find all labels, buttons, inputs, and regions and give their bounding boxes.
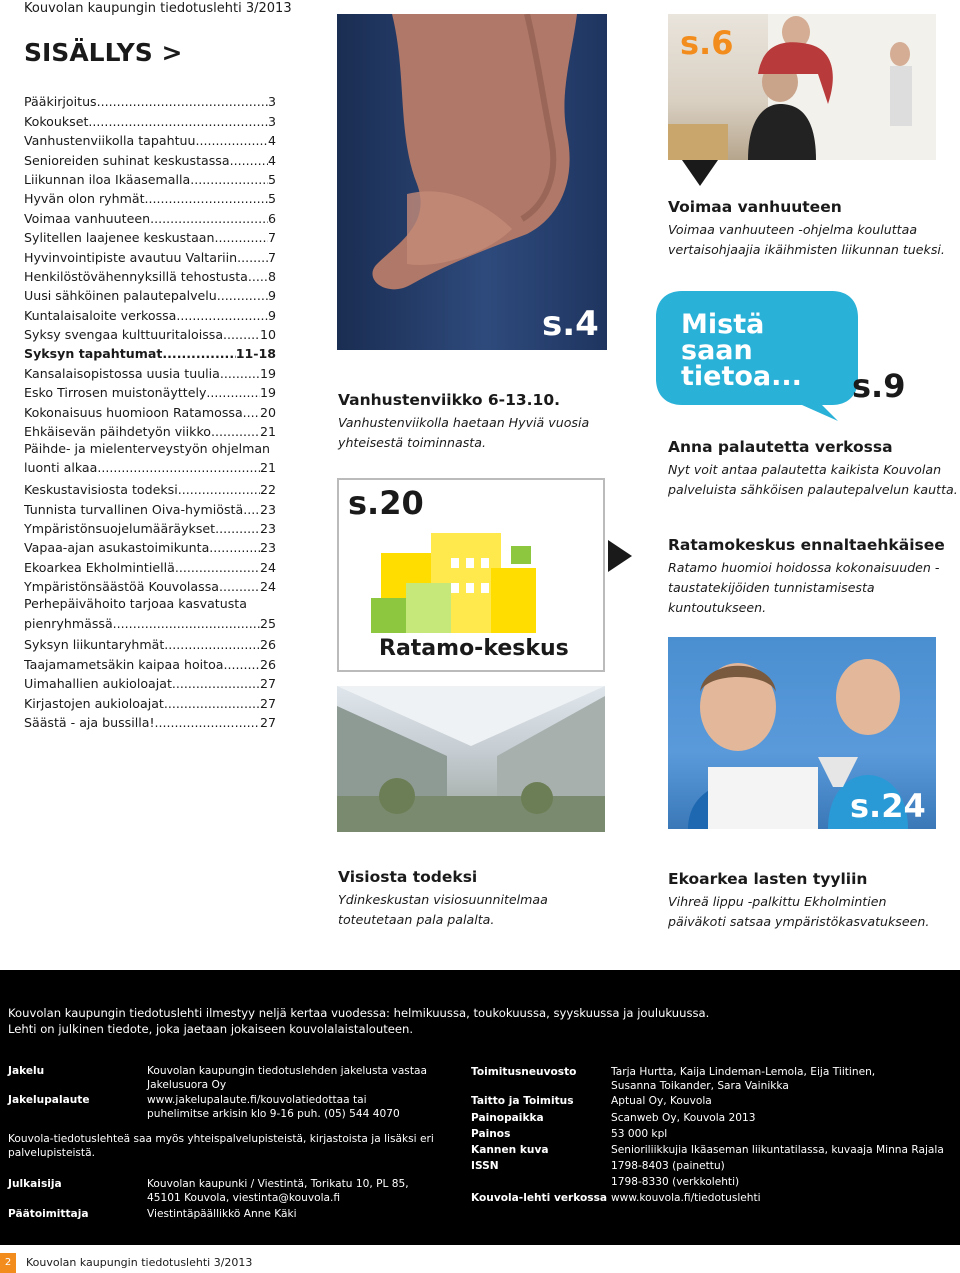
- hands-photo: [337, 14, 607, 350]
- toc-item[interactable]: Voimaa vanhuuteen ..... 6: [24, 206, 276, 225]
- footer-value: Tarja Hurtta, Kaija Lindeman-Lemola, Eija Tiitinen, Susanna Toikander, Sara Vainikka: [611, 1066, 876, 1092]
- footer-label: Jakelupalaute: [8, 1094, 90, 1106]
- footer-intro-2: Lehti on julkinen tiedote, joka jaetaan jokaiseen kouvolalaistalouteen.: [8, 1022, 414, 1036]
- senior-exercise-photo: [668, 14, 936, 160]
- page-ref-s20[interactable]: s.20: [348, 484, 424, 522]
- toc-item[interactable]: Perhepäivähoito tarjoaa kasvatusta pienryhmässä ..... 25: [24, 594, 276, 633]
- page-footer-text: Kouvolan kaupungin tiedotuslehti 3/2013: [26, 1256, 253, 1269]
- toc-item[interactable]: Kokonaisuus huomioon Ratamossa ..... 20: [24, 400, 276, 419]
- city-illustration: [337, 686, 605, 832]
- toc-item[interactable]: Vanhustenviikolla tapahtuu ..... 4: [24, 129, 276, 148]
- footer-value: 1798-8403 (painettu): [611, 1160, 725, 1172]
- footer-label: Toimitusneuvosto: [471, 1066, 577, 1078]
- toc-item[interactable]: Kansalaisopistossa uusia tuulia ..... 19: [24, 361, 276, 380]
- footer-value: Kouvolan kaupungin tiedotuslehden jakelusta vastaa Jakelusuora Oy: [147, 1065, 427, 1091]
- s20-text: Ratamo huomioi hoidossa kokonaisuuden - taustatekijöiden tunnistamisesta kuntoutukseen.: [668, 560, 940, 615]
- hands-illustration: [337, 14, 607, 350]
- toc-item[interactable]: Keskustavisiosta todeksi ..... 22: [24, 478, 276, 497]
- toc-item[interactable]: Kirjastojen aukioloajat ..... 27: [24, 691, 276, 710]
- footer-value: Aptual Oy, Kouvola: [611, 1095, 712, 1107]
- s24-heading: Ekoarkea lasten tyyliin: [668, 870, 868, 888]
- toc-item[interactable]: Taajamametsäkin kaipaa hoitoa ..... 26: [24, 652, 276, 671]
- caret-right-icon: [608, 540, 632, 572]
- toc-item[interactable]: Säästä - aja bussilla! ..... 27: [24, 711, 276, 730]
- footer-label: Päätoimittaja: [8, 1208, 89, 1220]
- toc-item[interactable]: Senioreiden suhinat keskustassa ..... 4: [24, 148, 276, 167]
- toc-item[interactable]: Ehkäisevän päihdetyön viikko ..... 21: [24, 420, 276, 439]
- toc-item[interactable]: Hyvän olon ryhmät ..... 5: [24, 187, 276, 206]
- s9-heading: Anna palautetta verkossa: [668, 438, 893, 456]
- footer-value: Viestintäpäällikkö Anne Käki: [147, 1208, 297, 1220]
- footer-label: Julkaisija: [8, 1178, 62, 1190]
- toc-item[interactable]: Päihde- ja mielenterveystyön ohjelman luonti alkaa ..... 21: [24, 439, 276, 478]
- footer-intro-1: Kouvolan kaupungin tiedotuslehti ilmestyy neljä kertaa vuodessa: helmikuussa, toukokuussa, syyskuussa ja joulukuussa.: [8, 1006, 710, 1020]
- toc-item[interactable]: Uimahallien aukioloajat ..... 27: [24, 672, 276, 691]
- footer-value: 1798-8330 (verkkolehti): [611, 1176, 740, 1188]
- s6-text: Voimaa vanhuuteen -ohjelma kouluttaa vertaisohjaajia ikäihmisten liikunnan tueksi.: [668, 222, 945, 257]
- toc-item[interactable]: Kokoukset ..... 3: [24, 109, 276, 128]
- city-vision-photo: [337, 686, 605, 832]
- page-footer: [0, 1245, 960, 1273]
- s9-text: Nyt voit antaa palautetta kaikista Kouvolan palveluista sähköisen palautepalvelun kautta.: [668, 462, 958, 497]
- toc-item[interactable]: Hyvinvointipiste avautuu Valtariin ..... 7: [24, 245, 276, 264]
- page-number: 2: [0, 1253, 16, 1273]
- footer-value: Scanweb Oy, Kouvola 2013: [611, 1112, 756, 1124]
- toc-item[interactable]: Vapaa-ajan asukastoimikunta ..... 23: [24, 536, 276, 555]
- page-ref-s4[interactable]: s.4: [542, 304, 599, 344]
- table-of-contents: [24, 90, 276, 730]
- toc-item[interactable]: Syksyn liikuntaryhmät ..... 26: [24, 633, 276, 652]
- toc-item[interactable]: Liikunnan iloa Ikäasemalla ..... 5: [24, 168, 276, 187]
- toc-item[interactable]: Ympäristönsuojelumääräykset ..... 23: [24, 517, 276, 536]
- toc-item[interactable]: Tunnista turvallinen Oiva-hymiöstä ..... 23: [24, 497, 276, 516]
- page-ref-s9[interactable]: s.9: [852, 367, 906, 405]
- s4-text: Vanhustenviikolla haetaan Hyviä vuosia yhteisestä toiminnasta.: [338, 415, 590, 450]
- toc-item[interactable]: Syksy svengaa kulttuuritaloissa ..... 10: [24, 323, 276, 342]
- toc-item[interactable]: Kuntalaisaloite verkossa ..... 9: [24, 303, 276, 322]
- s20-heading: Ratamokeskus ennaltaehkäisee: [668, 536, 945, 554]
- footer-value[interactable]: www.kouvola.fi/tiedotuslehti: [611, 1192, 761, 1204]
- toc-item[interactable]: Sylitellen laajenee keskustaan ..... 7: [24, 226, 276, 245]
- toc-item[interactable]: Ympäristönsäästöä Kouvolassa ..... 24: [24, 575, 276, 594]
- children-photo: [668, 637, 936, 829]
- footer-label: Painos: [471, 1128, 511, 1140]
- toc-item[interactable]: Ekoarkea Ekholmintiellä ..... 24: [24, 555, 276, 574]
- footer-label: ISSN: [471, 1160, 499, 1172]
- publication-header: Kouvolan kaupungin tiedotuslehti 3/2013: [24, 1, 292, 16]
- s22-text: Ydinkeskustan visiosuunnitelmaa toteutetaan pala palalta.: [338, 892, 548, 927]
- imprint-footer: [0, 970, 960, 1245]
- footer-note: Kouvola-tiedotuslehteä saa myös yhteispalvelupisteistä, kirjastoista ja lisäksi eri palvelupisteistä.: [8, 1133, 434, 1159]
- footer-label: Kouvola-lehti verkossa: [471, 1192, 608, 1204]
- s4-heading: Vanhustenviikko 6-13.10.: [338, 391, 561, 409]
- toc-item[interactable]: Pääkirjoitus ..... 3: [24, 90, 276, 109]
- footer-value: 53 000 kpl: [611, 1128, 668, 1140]
- ratamo-logo-text: Ratamo-keskus: [379, 636, 569, 661]
- page-ref-s24[interactable]: s.24: [850, 787, 926, 825]
- s6-heading: Voimaa vanhuuteen: [668, 198, 842, 216]
- toc-item-highlight[interactable]: Syksyn tapahtumat ..... 11-18: [24, 342, 276, 361]
- s22-heading: Visiosta todeksi: [338, 868, 478, 886]
- footer-label: Kannen kuva: [471, 1144, 549, 1156]
- bubble-text: Mistä saan tietoa...: [681, 309, 802, 392]
- caret-down-icon: [682, 160, 718, 186]
- page-ref-s6[interactable]: s.6: [680, 24, 734, 62]
- ratamo-logo-box: [337, 478, 605, 672]
- ratamo-building-icon: [371, 528, 551, 633]
- footer-value: Kouvolan kaupunki / Viestintä, Torikatu 10, PL 85, 45101 Kouvola, viestinta@kouvola.fi: [147, 1178, 409, 1204]
- footer-label: Jakelu: [8, 1065, 45, 1077]
- contents-title: SISÄLLYS >: [24, 38, 183, 67]
- s24-text: Vihreä lippu -palkittu Ekholmintien päiväkoti satsaa ympäristökasvatukseen.: [668, 894, 930, 929]
- footer-value: www.jakelupalaute.fi/kouvolatiedottaa tai puhelimitse arkisin klo 9-16 puh. (05) 544 4070: [147, 1094, 400, 1120]
- toc-item[interactable]: Esko Tirrosen muistonäyttely ..... 19: [24, 381, 276, 400]
- footer-value: Senioriliikkujia Ikäaseman liikuntatilassa, kuvaaja Minna Rajala: [611, 1144, 944, 1156]
- toc-item[interactable]: Uusi sähköinen palautepalvelu ..... 9: [24, 284, 276, 303]
- footer-label: Painopaikka: [471, 1112, 544, 1124]
- toc-item[interactable]: Henkilöstövähennyksillä tehostusta ..... 8: [24, 265, 276, 284]
- footer-label: Taitto ja Toimitus: [471, 1095, 574, 1107]
